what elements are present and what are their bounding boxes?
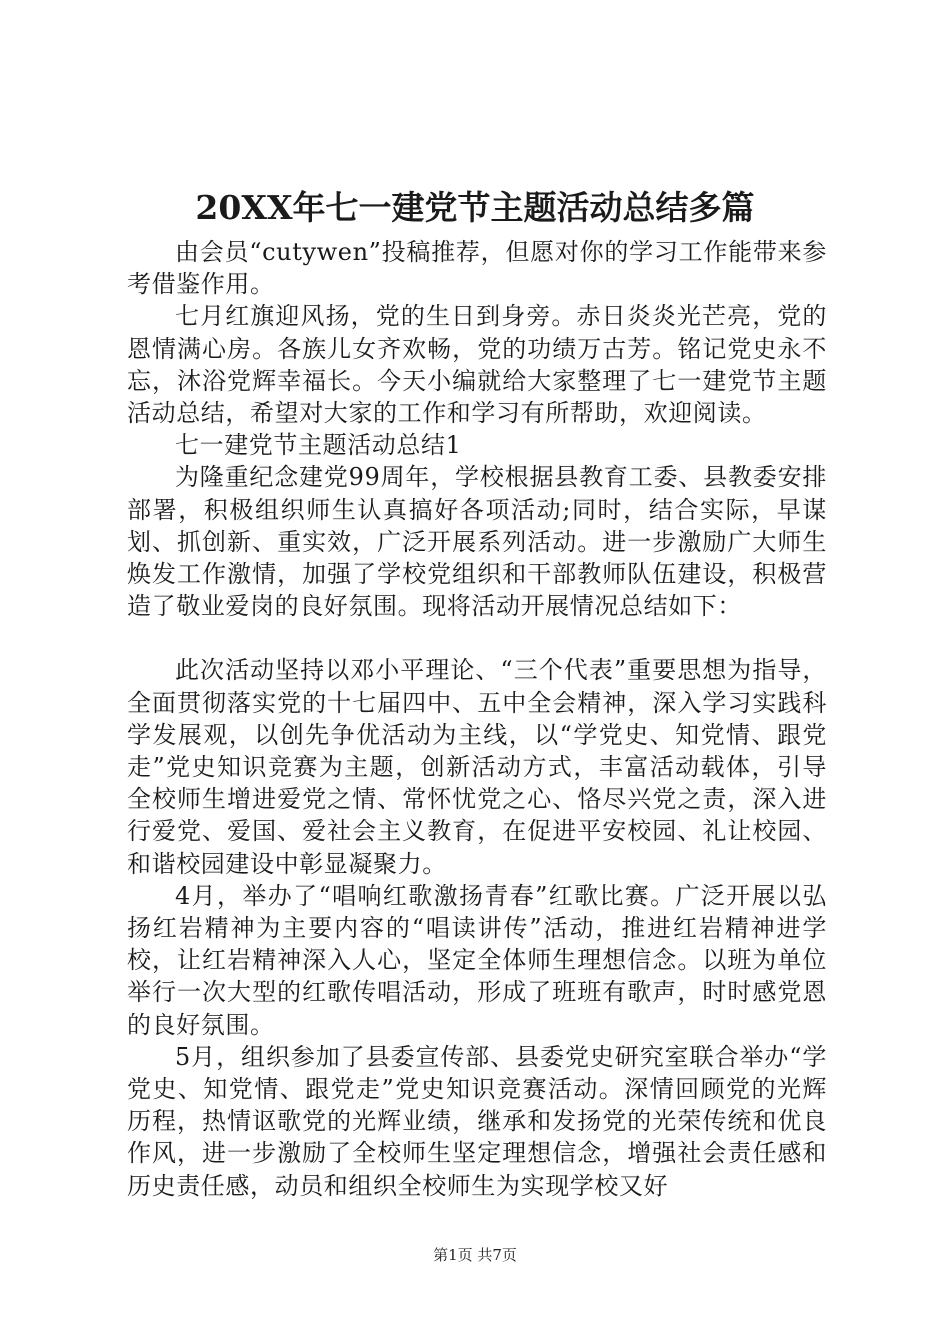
paragraph-guidance: 此次活动坚持以邓小平理论、“三个代表”重要思想为指导，全面贯彻落实党的十七届四中、五中全会精神，深入学习实践科学发展观，以创先争优活动为主线，以“学党史、知党情、跟党走”党史知识竞赛为主题，创新活动方式，丰富活动载体，引导全校师生增进爱党之情、常怀忧党之心、恪尽兴党之责，深入进行爱党、爱国、爱社会主义教育，在促进平安校园、礼让校园、和谐校园建设中彰显凝聚力。 (127, 656, 827, 878)
paragraph-may: 5月，组织参加了县委宣传部、县委党史研究室联合举办“学党史、知党情、跟党走”党史知识竞赛活动。深情回顾党的光辉历程，热情讴歌党的光辉业绩，继承和发扬党的光荣传统和优良作风，进一步激励了全校师生坚定理想信念，增强社会责任感和历史责任感，动员和组织全校师生为实现学校又好 (127, 1042, 827, 1200)
paragraph-intro: 由会员“cutywen”投稿推荐，但愿对你的学习工作能带来参考借鉴作用。 (127, 238, 827, 299)
paragraph-april: 4月，举办了“唱响红歌激扬青春”红歌比赛。广泛开展以弘扬红岩精神为主要内容的“唱读讲传”活动，推进红岩精神进学校，让红岩精神深入人心，坚定全体师生理想信念。以班为单位举行一次大型的红歌传唱活动，形成了班班有歌声，时时感党恩的良好氛围。 (127, 881, 827, 1039)
paragraph-summary: 为隆重纪念建党99周年，学校根据县教育工委、县教委安排部署，积极组织师生认真搞好各项活动;同时，结合实际，早谋划、抓创新、重实效，广泛开展系列活动。进一步激励广大师生焕发工作激情，加强了学校党组织和干部教师队伍建设，积极营造了敬业爱岗的良好氛围。现将活动开展情况总结如下： (127, 463, 827, 621)
page-footer: 第1页 共7页 (433, 1246, 517, 1264)
paragraph-preface: 七月红旗迎风扬，党的生日到身旁。赤日炎炎光芒亮，党的恩情满心房。各族儿女齐欢畅，党的功绩万古芳。铭记党史永不忘，沐浴党辉幸福长。今天小编就给大家整理了七一建党节主题活动总结，希望对大家的工作和学习有所帮助，欢迎阅读。 (127, 302, 827, 428)
section-heading: 七一建党节主题活动总结1 (175, 431, 462, 460)
document-title: 20XX年七一建党节主题活动总结多篇 (195, 188, 755, 227)
document-body (127, 236, 827, 1202)
